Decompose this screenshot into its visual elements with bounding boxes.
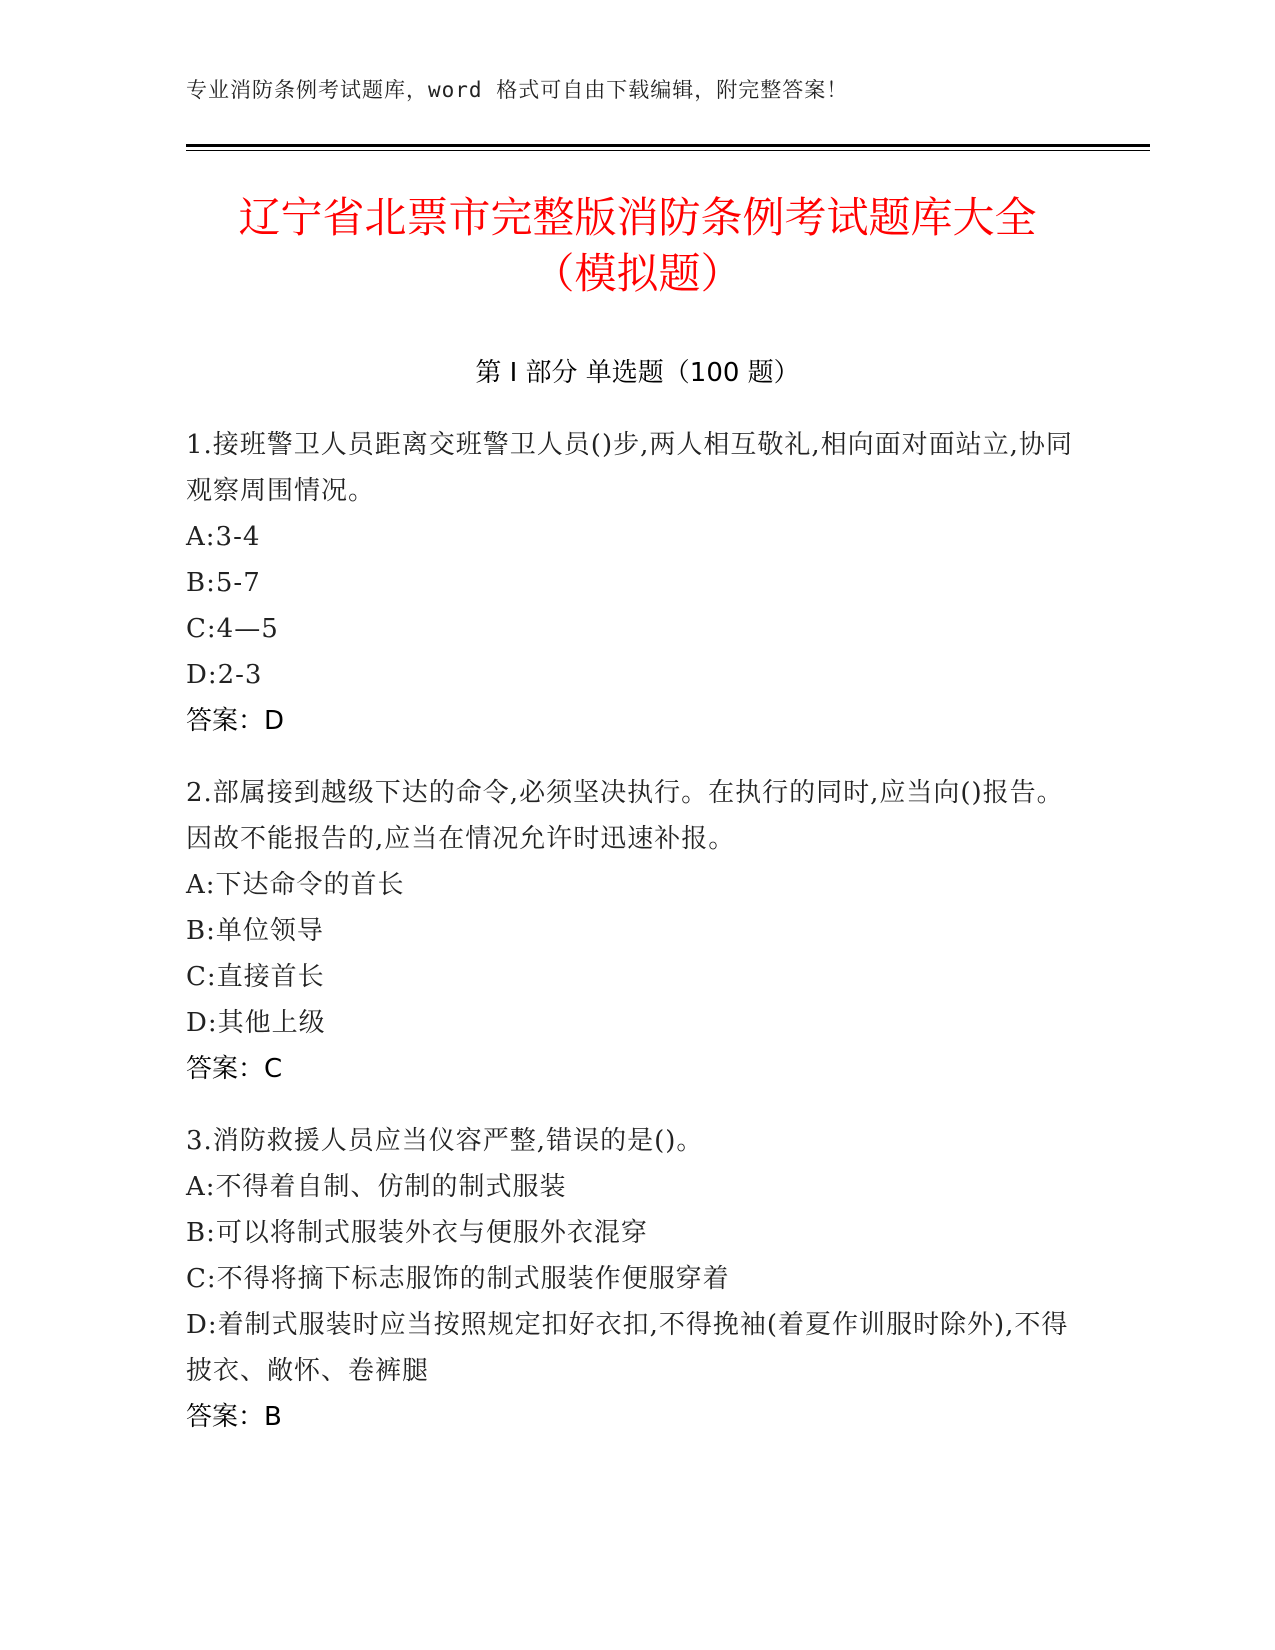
option-text: 4—5 — [216, 614, 279, 644]
option-c — [186, 1256, 1076, 1302]
title-line-1: 辽宁省北票市完整版消防条例考试题库大全 — [238, 193, 1037, 242]
option-letter: C: — [186, 614, 217, 644]
option-letter: A: — [186, 870, 216, 900]
option-d — [186, 1302, 1076, 1394]
option-text: 不得将摘下标志服饰的制式服装作便服穿着 — [216, 1264, 730, 1294]
option-text: 下达命令的首长 — [215, 870, 405, 900]
option-text: 直接首长 — [216, 962, 325, 992]
option-a — [186, 1164, 1076, 1210]
option-text: 其他上级 — [217, 1008, 326, 1038]
question-text: 2.部属接到越级下达的命令,必须坚决执行。在执行的同时,应当向()报告。因故不能报告的,应当在情况允许时迅速补报。 — [186, 778, 1064, 854]
option-text: 单位领导 — [215, 916, 324, 946]
document-title — [150, 190, 1125, 302]
option-a — [186, 862, 1076, 908]
option-letter: C: — [186, 962, 217, 992]
option-letter: A: — [186, 522, 216, 552]
answer: 答案：B — [186, 1402, 282, 1432]
answer: 答案：C — [186, 1054, 283, 1084]
option-letter: D: — [186, 1008, 218, 1038]
option-b — [186, 1210, 1076, 1256]
option-text: 3-4 — [215, 522, 261, 552]
question-2 — [186, 770, 1076, 1092]
option-text: 着制式服装时应当按照规定扣好衣扣,不得挽袖(着夏作训服时除外),不得披衣、敞怀、卷裤腿 — [186, 1310, 1069, 1386]
option-text: 2-3 — [217, 660, 263, 690]
title-line-2: （模拟题） — [532, 249, 743, 298]
option-letter: D: — [186, 660, 218, 690]
option-text: 5-7 — [215, 568, 261, 598]
option-a — [186, 514, 1076, 560]
option-d — [186, 1000, 1076, 1046]
question-text: 3.消防救援人员应当仪容严整,错误的是()。 — [186, 1126, 704, 1156]
option-text: 可以将制式服装外衣与便服外衣混穿 — [215, 1218, 648, 1248]
question-1 — [186, 422, 1076, 744]
option-letter: B: — [186, 916, 216, 946]
option-text: 不得着自制、仿制的制式服装 — [215, 1172, 567, 1202]
section-heading: 第 I 部分 单选题（100 题） — [475, 358, 800, 388]
option-b — [186, 908, 1076, 954]
header-rule-thick — [186, 144, 1150, 147]
option-b — [186, 560, 1076, 606]
option-c — [186, 954, 1076, 1000]
option-d — [186, 652, 1076, 698]
option-letter: C: — [186, 1264, 217, 1294]
option-letter: D: — [186, 1310, 218, 1340]
question-3 — [186, 1118, 1076, 1440]
answer: 答案：D — [186, 706, 285, 736]
header-note: 专业消防条例考试题库，word 格式可自由下载编辑，附完整答案！ — [186, 78, 849, 102]
option-letter: B: — [186, 568, 216, 598]
option-letter: B: — [186, 1218, 216, 1248]
option-letter: A: — [186, 1172, 216, 1202]
header-rule-thin — [186, 150, 1150, 151]
option-c — [186, 606, 1076, 652]
question-text: 1.接班警卫人员距离交班警卫人员()步,两人相互敬礼,相向面对面站立,协同观察周围情况。 — [186, 430, 1073, 506]
